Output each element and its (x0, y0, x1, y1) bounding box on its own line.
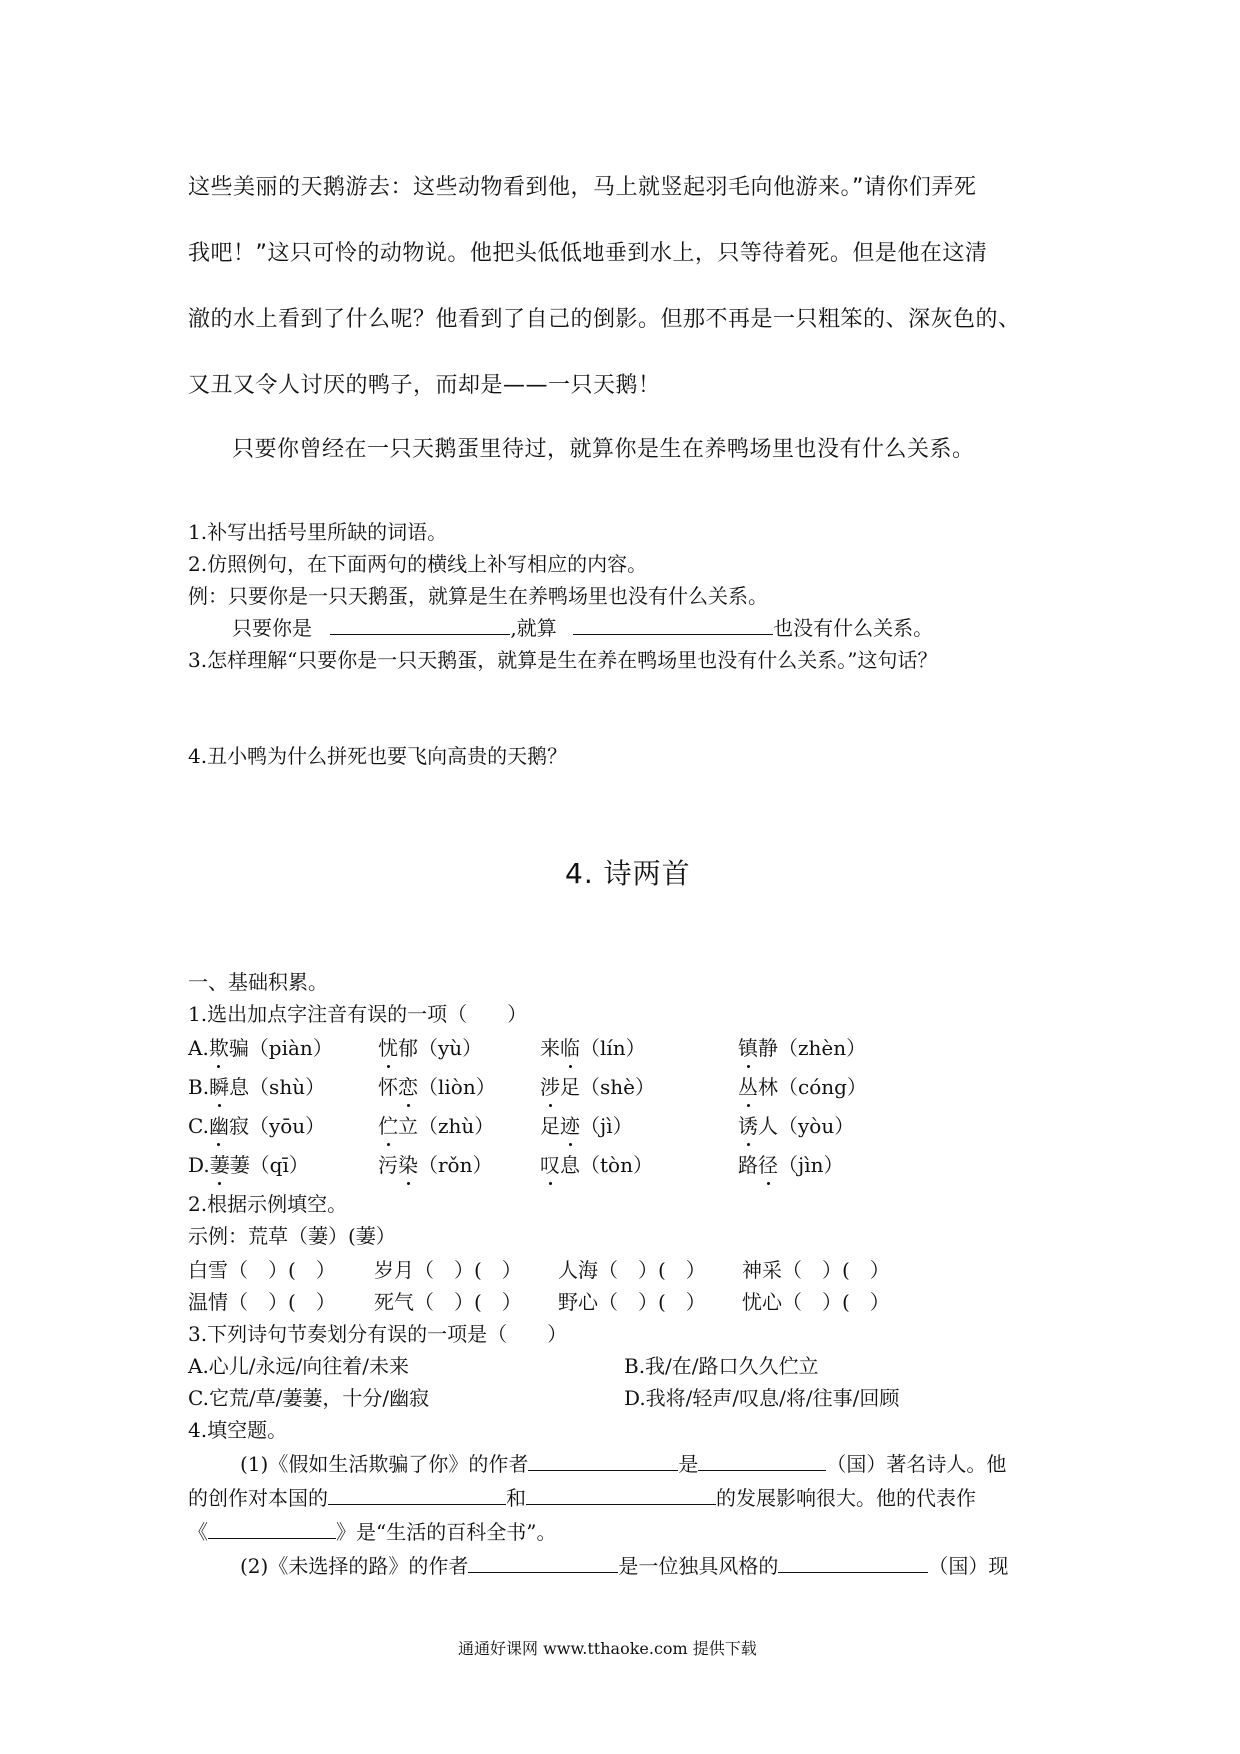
rhythm-option-c: C.它荒/草/萋萋，十分/幽寂 (188, 1386, 430, 1410)
option-text: 寂（yōu） (228, 1114, 326, 1138)
option-c-item-3 (540, 1110, 633, 1139)
fill-text: (1)《假如生活欺骗了你》的作者 (240, 1452, 529, 1476)
option-d-item-2 (378, 1149, 492, 1178)
option-b-item-2 (378, 1071, 496, 1100)
dotted-character: 临 (560, 1032, 580, 1061)
part2-question-2: 2.根据示例填空。 (188, 1192, 348, 1216)
option-b-item-1 (188, 1071, 325, 1100)
question-3: 3.怎样理解“只要你是一只天鹅蛋，就算是生在养在鸭场里也没有什么关系。”这句话？ (188, 648, 938, 672)
fill-text: 》是“生活的百科全书”。 (336, 1520, 557, 1544)
option-d-item-1 (188, 1149, 309, 1178)
fill-text: （国）著名诗人。他 (826, 1452, 1007, 1476)
section-title: 4. 诗两首 (565, 857, 691, 890)
option-row-a (0, 1032, 1240, 1062)
rhythm-option-a: A.心儿/永远/向往着/未来 (188, 1354, 410, 1378)
part2-question-1: 1.选出加点字注音有误的一项（ ） (188, 1002, 528, 1026)
option-text: 郁（yù） (398, 1036, 483, 1060)
answer-blank[interactable] (526, 1503, 716, 1505)
rhythm-option-d: D.我将/轻声/叹息/将/往事/回顾 (624, 1386, 900, 1410)
story-line-2: 我吧！”这只可怜的动物说。他把头低低地垂到水上，只等待着死。但是他在这清 (188, 241, 988, 266)
option-text: （rǒn） (418, 1153, 493, 1177)
option-text: 路 (738, 1153, 758, 1177)
fill-item: 死气（ ）( ） (374, 1290, 522, 1314)
dotted-character: 萋 (210, 1149, 230, 1178)
fill-suffix: 也没有什么关系。 (773, 616, 934, 640)
option-text: 息（shù） (229, 1075, 326, 1099)
answer-blank[interactable] (778, 1571, 928, 1573)
option-text: （jìn） (778, 1153, 844, 1177)
question-1: 1.补写出括号里所缺的词语。 (188, 520, 448, 544)
fill-question-1-line-3 (188, 1516, 556, 1545)
question-4: 4.丑小鸭为什么拼死也要飞向高贵的天鹅？ (188, 744, 568, 768)
fill-middle: ,就算 (510, 616, 557, 640)
question-2-fill-line (232, 612, 933, 641)
part2-example: 示例：荒草（萋）(萋） (188, 1224, 396, 1248)
fill-item: 温情（ ）( ） (188, 1290, 336, 1314)
option-a-item-1 (188, 1032, 333, 1061)
option-c-item-2 (378, 1110, 494, 1139)
fill-prefix: 只要你是 (232, 616, 312, 640)
dotted-character: 诱 (738, 1110, 758, 1139)
fill-item: 忧心（ ）( ） (742, 1290, 890, 1314)
dotted-character: 镇 (738, 1032, 758, 1061)
fill-text: 和 (506, 1486, 526, 1510)
option-d-item-3 (540, 1149, 653, 1178)
option-c-item-1 (188, 1110, 325, 1139)
fill-item: 人海（ ）( ） (558, 1258, 706, 1282)
option-row-c (0, 1110, 1240, 1140)
option-text: 息（tòn） (560, 1153, 653, 1177)
dotted-character: 伫 (378, 1110, 398, 1139)
option-text: 立（zhù） (398, 1114, 495, 1138)
option-a-item-2 (378, 1032, 482, 1061)
question-2: 2.仿照例句，在下面两句的横线上补写相应的内容。 (188, 552, 648, 576)
option-text: （jì） (580, 1114, 633, 1138)
fill-text: 是一位独具风格的 (618, 1554, 779, 1578)
option-a-item-4 (738, 1032, 866, 1061)
fill-item: 神采（ ）( ） (742, 1258, 890, 1282)
option-text: 怀 (378, 1075, 398, 1099)
option-text: D. (188, 1153, 210, 1177)
fill-text: (2)《未选择的路》的作者 (240, 1554, 469, 1578)
dotted-character: 幽 (209, 1110, 229, 1139)
part2-heading: 一、基础积累。 (188, 970, 328, 994)
answer-blank[interactable] (330, 633, 510, 635)
option-text: B. (188, 1075, 210, 1099)
option-text: 人（yòu） (758, 1114, 855, 1138)
dotted-character: 叹 (540, 1149, 560, 1178)
option-text: 骗（piàn） (228, 1036, 333, 1060)
fill-item: 岁月（ ）( ） (374, 1258, 522, 1282)
dotted-character: 忧 (378, 1032, 398, 1061)
option-text: （liòn） (418, 1075, 496, 1099)
option-b-item-3 (540, 1071, 655, 1100)
dotted-character: 涉 (540, 1071, 560, 1100)
option-text: （lín） (580, 1036, 646, 1060)
dotted-character: 恋 (398, 1071, 418, 1100)
story-line-4: 又丑又令人讨厌的鸭子，而却是——一只天鹅！ (188, 373, 661, 398)
fill-text: 《 (188, 1520, 208, 1544)
option-text: A. (188, 1036, 209, 1060)
fill-item: 白雪（ ）( ） (188, 1258, 336, 1282)
option-text: 萋（qī） (229, 1153, 309, 1177)
fill-question-1-line-2 (188, 1482, 976, 1511)
story-line-3: 澈的水上看到了什么呢？他看到了自己的倒影。但那不再是一只粗笨的、深灰色的、 (188, 307, 1021, 332)
dotted-character: 径 (758, 1149, 778, 1178)
dotted-character: 染 (398, 1149, 418, 1178)
fill-text: 的创作对本国的 (188, 1486, 328, 1510)
option-a-item-3 (540, 1032, 646, 1061)
option-b-item-4 (738, 1071, 867, 1100)
fill-text: 的发展影响很大。他的代表作 (716, 1486, 976, 1510)
option-text: 足（shè） (560, 1075, 655, 1099)
rhythm-option-b: B.我/在/路口久久伫立 (624, 1354, 819, 1378)
option-text: 来 (540, 1036, 560, 1060)
option-row-d (0, 1149, 1240, 1179)
option-c-item-4 (738, 1110, 854, 1139)
dotted-character: 欺 (209, 1032, 229, 1061)
fill-question-1-line-1 (240, 1448, 1006, 1477)
fill-item: 野心（ ）( ） (558, 1290, 706, 1314)
question-2-example: 例：只要你是一只天鹅蛋，就算是生在养鸭场里也没有什么关系。 (188, 584, 768, 608)
fill-text: （国）现 (928, 1554, 1009, 1578)
story-line-5: 只要你曾经在一只天鹅蛋里待过，就算你是生在养鸭场里也没有什么关系。 (232, 437, 975, 462)
part2-question-4: 4.填空题。 (188, 1418, 288, 1442)
answer-blank[interactable] (573, 633, 773, 635)
option-text: 林（cóng） (758, 1075, 867, 1099)
option-text: C. (188, 1114, 209, 1138)
dotted-character: 瞬 (209, 1071, 229, 1100)
dotted-character: 丛 (738, 1071, 758, 1100)
answer-blank[interactable] (528, 1469, 678, 1471)
option-text: 足 (540, 1114, 560, 1138)
option-d-item-4 (738, 1149, 843, 1178)
part2-question-3: 3.下列诗句节奏划分有误的一项是（ ） (188, 1322, 568, 1346)
answer-blank[interactable] (468, 1571, 618, 1573)
option-row-b (0, 1071, 1240, 1101)
answer-blank[interactable] (698, 1469, 826, 1471)
answer-blank[interactable] (208, 1537, 336, 1539)
option-text: 静（zhèn） (758, 1036, 867, 1060)
option-text: 污 (378, 1153, 398, 1177)
fill-text: 是 (678, 1452, 699, 1476)
fill-question-2-line-1 (240, 1550, 1008, 1579)
story-line-1: 这些美丽的天鹅游去：这些动物看到他，马上就竖起羽毛向他游来。”请你们弄死 (188, 175, 977, 200)
answer-blank[interactable] (328, 1503, 506, 1505)
dotted-character: 迹 (560, 1110, 580, 1139)
footer: 通通好课网 www.tthaoke.com 提供下载 (458, 1639, 757, 1658)
